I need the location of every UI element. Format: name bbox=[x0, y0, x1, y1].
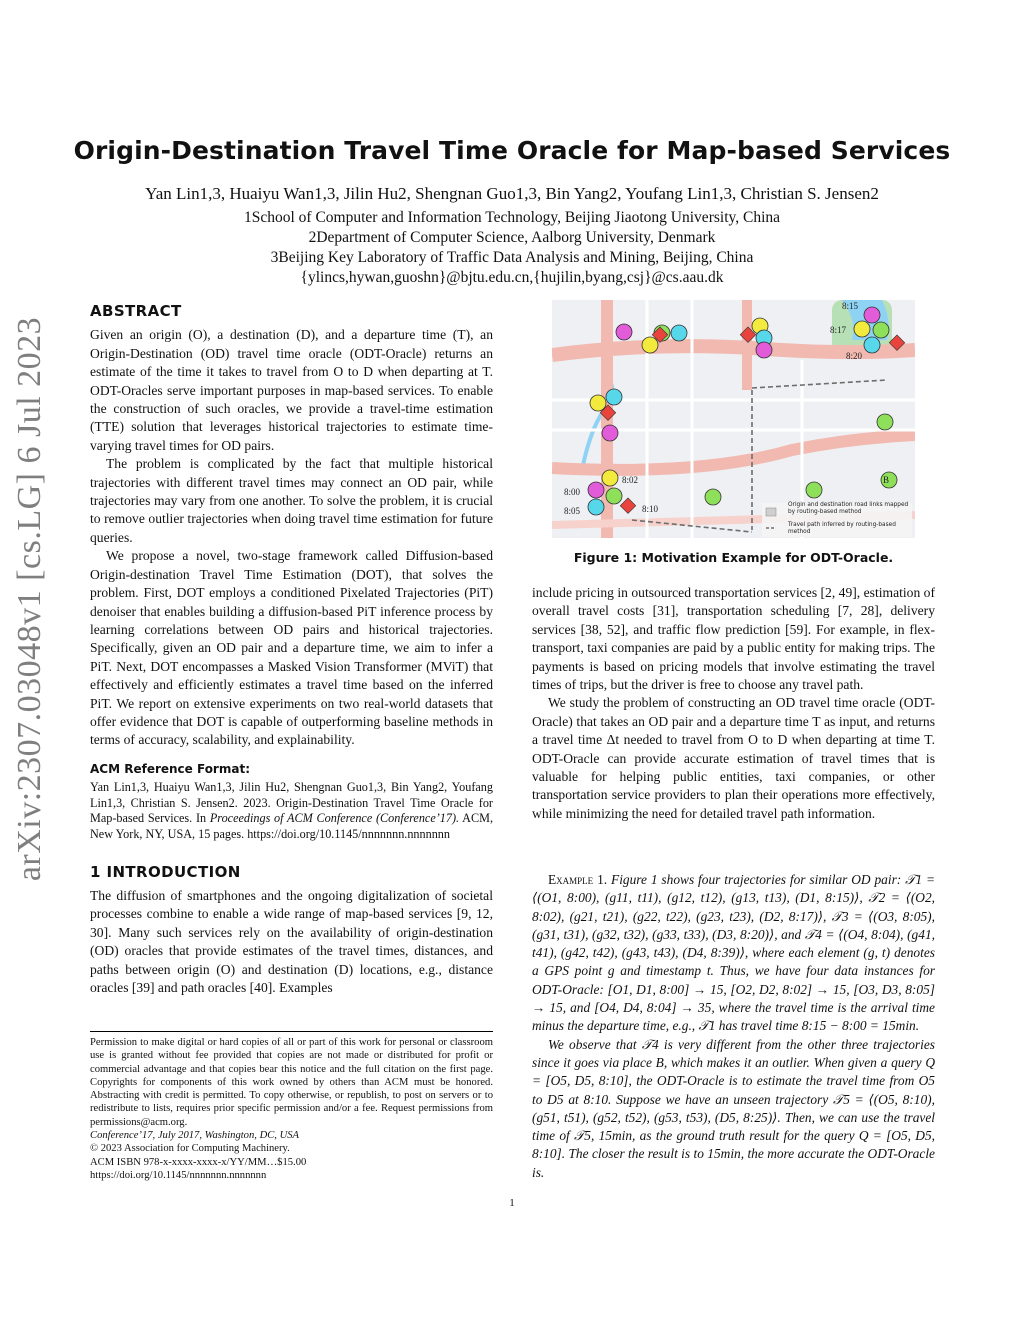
legend-solid-swatch bbox=[766, 508, 776, 516]
o4-point bbox=[606, 488, 622, 504]
figure-caption: Figure 1: Motivation Example for ODT-Oracle. bbox=[573, 550, 894, 565]
legend-dashed-text: Travel path inferred by routing-based method bbox=[788, 522, 896, 535]
copyright-line: © 2023 Association for Computing Machinery. bbox=[90, 1143, 290, 1155]
g1-point bbox=[756, 342, 772, 358]
acm-ref-heading: ACM Reference Format: bbox=[90, 761, 250, 776]
g4-point bbox=[877, 414, 893, 430]
intro-heading: 1 INTRODUCTION bbox=[90, 862, 241, 881]
right-column bbox=[532, 584, 935, 823]
abstract-heading: ABSTRACT bbox=[90, 302, 182, 320]
abstract-paragraph-1: Given an origin (O), a destination (D), and a departure time (T), an Origin-Destination (OD) travel time oracle (ODT-Oracle) returns an estimate of the time it takes to travel from O to D when departing at T. ODT-Oracles serve important purposes in map-based services. To enable the construction of such oracles, we provide a travel-time estimation (TTE) solution that leverages historical trajectories to estimate time-varying travel times for OD pairs. bbox=[90, 327, 493, 453]
g1-point bbox=[616, 324, 632, 340]
o3-point bbox=[588, 499, 604, 515]
g3-point bbox=[606, 389, 622, 405]
affiliation-3: 3Beijing Key Laboratory of Traffic Data Analysis and Mining, Beijing, China bbox=[270, 249, 754, 266]
figure-1 bbox=[552, 300, 915, 538]
place-b-label: B bbox=[882, 475, 890, 485]
acm-ref-rest: ACM, New York, NY, USA, 15 pages. https://doi.org/10.1145/nnnnnnn.nnnnnnn bbox=[90, 811, 493, 841]
doi-line: https://doi.org/10.1145/nnnnnnn.nnnnnnn bbox=[90, 1169, 267, 1181]
page-number: 1 bbox=[509, 1197, 515, 1209]
example-label: Example 1. bbox=[548, 872, 608, 887]
permission-notice: Permission to make digital or hard copies of all or part of this work for personal or classroom use is granted without fee provided that copies are not made or distributed for profit or commercial advantage and that copies bear this notice and the full citation on the first page. Copyrights for components of this work owned by others than ACM must be honored. Abstracting with credit is permitted. To copy otherwise, or republish, to post on servers or to redistribute to lists, requires prior specific permission and/or a fee. Request permissions from permissions@acm.org. bbox=[90, 1037, 493, 1128]
time-label: 8:20 bbox=[846, 351, 863, 361]
paper-title: Origin-Destination Travel Time Oracle for Map-based Services bbox=[73, 136, 951, 165]
left-column bbox=[90, 302, 493, 997]
right-paragraph-1: include pricing in outsourced transportation services [2, 49], estimation of overall travel costs [31], transportation scheduling [7, 28], delivery services [38, 52], and traffic flow prediction [59]. For example, in flex-transport, taxi companies are paid by a public entity for making trips. The payments is based on pricing models that involve estimating the travel times of trips, but the driver is free to choose any travel path. bbox=[532, 585, 935, 693]
author-emails: {ylincs,hywan,guoshn}@bjtu.edu.cn,{hujilin,byang,csj}@cs.aau.dk bbox=[300, 269, 724, 286]
d4-point bbox=[873, 322, 889, 338]
abstract-paragraph-2: The problem is complicated by the fact that multiple historical trajectories with different travel times may connect an OD pair, while trajectories may vary from one another. To solve the problem, it is crucial to remove outlier trajectories when doing travel time estimation for future queries. bbox=[90, 456, 493, 545]
acm-reference bbox=[90, 780, 493, 842]
conference-line: Conference’17, July 2017, Washington, DC, USA bbox=[90, 1130, 300, 1142]
example-block bbox=[532, 871, 935, 1182]
arxiv-stamp: arXiv:2307.03048v1 [cs.LG] 6 Jul 2023 bbox=[11, 316, 48, 882]
affiliation-2: 2Department of Computer Science, Aalborg University, Denmark bbox=[308, 229, 716, 246]
acm-ref-authors: Yan Lin1,3, Huaiyu Wan1,3, Jilin Hu2, Shengnan Guo1,3, Bin Yang2, Youfang Lin1,3, Christian S. Jensen2. 2023. Origin-Destination Travel Time Oracle for Map-based Services. In bbox=[90, 780, 493, 826]
abstract-paragraph-3: We propose a novel, two-stage framework called Diffusion-based Origin-destination Travel Time Estimation (DOT), that solves the problem. First, DOT employs a conditioned Pixelated Trajectories (PiT) denoiser that enables building a diffusion-based PiT inference process by learning correlations between OD pairs and historical trajectories. Specifically, given an OD pair and a departure time, we aim to infer a PiT. Next, DOT encompasses a Masked Vision Transformer (MViT) that effectively and efficiently estimates a travel time based on the inferred PiT. We report on extensive experiments on two real-world datasets that offer evidence that DOT is capable of outperforming baseline methods in terms of accuracy, scalability, and explainability. bbox=[90, 548, 493, 748]
d2-point bbox=[854, 321, 870, 337]
time-label: 8:00 bbox=[564, 487, 581, 497]
example-paragraph-2: We observe that 𝒯4 is very different from the other three trajectories since it goes via place B, which makes it an outlier. When given a query Q = [O5, D5, 8:10], the ODT-Oracle is to estimate the travel time from O5 to D5 at 8:10. Suppose we have an unseen trajectory 𝒯5 = ⟨(O5, 8:10), (g51, t51), (g52, t52), (g53, t53), (D5, 8:25)⟩. Then, we can use the travel time of 𝒯5, 15min, as the ground truth result for the query Q = [O5, D5, 8:10]. The closer the result is to 15min, the more accurate the ODT-Oracle is. bbox=[532, 1036, 935, 1180]
o1-point bbox=[588, 482, 604, 498]
g3-point bbox=[671, 325, 687, 341]
time-label: 8:10 bbox=[642, 504, 659, 514]
affiliation-1: 1School of Computer and Information Technology, Beijing Jiaotong University, China bbox=[243, 209, 781, 226]
isbn-line: ACM ISBN 978-x-xxxx-xxxx-x/YY/MM…$15.00 bbox=[90, 1156, 307, 1168]
g2-point bbox=[642, 337, 658, 353]
g2-point bbox=[590, 395, 606, 411]
time-label: 8:17 bbox=[830, 325, 847, 335]
time-label: 8:15 bbox=[842, 301, 859, 311]
intro-paragraph-1: The diffusion of smartphones and the ongoing digitalization of societal processes combine to enable a wide range of map-based services [9, 12, 30]. Many such services rely on the availability of origin-destination (OD) oracles that provide estimates of the travel times, distances, and paths between origin (O) and destination (D) locations, e.g., distance oracles [39] and path oracles [40]. Examples bbox=[90, 887, 493, 995]
d3-point bbox=[864, 337, 880, 353]
g4-point bbox=[806, 482, 822, 498]
o2-point bbox=[602, 470, 618, 486]
time-label: 8:05 bbox=[564, 506, 581, 516]
right-paragraph-2: We study the problem of constructing an OD travel time oracle (ODT-Oracle) that takes an OD pair and a departure time T as input, and returns a travel time Δt needed to travel from O to D when departing at time T. ODT-Oracle can provide accurate estimation of travel times that is valuable for helping public entities, taxi companies, or other transportation service providers to plan their operations more effectively, while minimizing the need for detailed travel path information. bbox=[532, 695, 935, 821]
footnote-rule bbox=[90, 1031, 493, 1032]
g4-point bbox=[705, 489, 721, 505]
acm-ref-venue: Proceedings of ACM Conference (Conference’17). bbox=[209, 811, 460, 826]
example-paragraph-1: Figure 1 shows four trajectories for similar OD pair: 𝒯1 = ⟨(O1, 8:00), (g11, t11), (g12, t12), (g13, t13), (D1, 8:15)⟩, 𝒯2 = ⟨(O2, 8:02), (g21, t21), (g22, t22), (g23, t23), (D2, 8:17)⟩, 𝒯3 = ⟨(O3, 8:05), (g31, t31), (g32, t32), (g33, t33), (D3, 8:20)⟩, and 𝒯4 = ⟨(O4, 8:04), (g41, t41), (g42, t42), (g43, t43), (D4, 8:39)⟩, where each element (g, t) denotes a GPS point g and timestamp t. Thus, we have four data instances for ODT-Oracle: [O1, D1, 8:00] → 15, [O2, D2, 8:02] → 15, [O3, D3, 8:05] → 15, and [O4, D4, 8:04] → 35, where the travel time is the arrival time minus the departure time, e.g., 𝒯1 has travel time 8:15 − 8:00 = 15min. bbox=[532, 872, 936, 1034]
d1-point bbox=[864, 307, 880, 323]
time-label: 8:02 bbox=[622, 475, 639, 485]
g1-point bbox=[602, 425, 618, 441]
author-list: Yan Lin1,3, Huaiyu Wan1,3, Jilin Hu2, Shengnan Guo1,3, Bin Yang2, Youfang Lin1,3, Christian S. Jensen2 bbox=[145, 184, 879, 203]
footnote bbox=[90, 1036, 493, 1182]
legend-solid-text: Origin and destination road links mapped by routing-based method bbox=[788, 502, 909, 515]
